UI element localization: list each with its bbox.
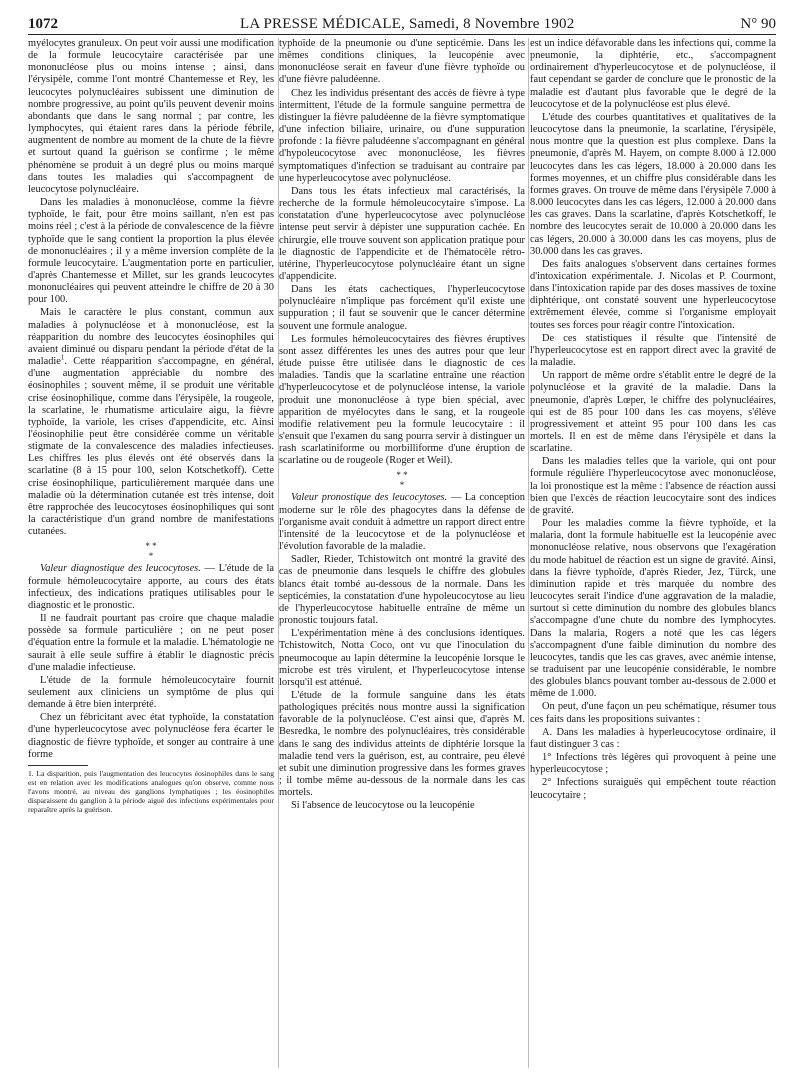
section-title: Valeur pronostique des leucocytoses. xyxy=(291,492,448,504)
paragraph: A. Dans les maladies à hyperleucocytose ordinaire, il faut distinguer 3 cas : xyxy=(530,726,776,750)
section-title: Valeur diagnostique des leucocytoses. xyxy=(40,563,201,575)
paragraph: On peut, d'une façon un peu schématique, résumer tous ces faits dans les propositions suivantes : xyxy=(530,701,776,725)
section-separator: * * * xyxy=(396,470,408,491)
paragraph xyxy=(28,307,274,538)
footnote-rule xyxy=(28,765,88,766)
paragraph: Pour les maladies comme la fièvre typhoïde, et la malaria, dont la formule habituelle est la leucopénie avec mononucléose relative, nous observons que l'exagération du mode habituel de réaction est un signe de gravité. Ainsi, dans la fièvre typhoïde, d'après Rieder, Jez, Türck, une diminution rapide et très marquée du nombre des leucocytes serait l'indice d'une aggravation de la maladie, surtout si cette diminution du nombre des globules blancs s'accompagne d'une chute du nombre des lymphocytes. Dans la malaria, Rogers a noté que les cas légers s'accompagnent d'une faible diminution du nombre des leucocytes, tandis que les cas graves, avec anémie intense, se traduisent par une leucopénie considérable, le nombre des globules blancs pouvant tomber au-dessous de 2.000 et même de 1.000. xyxy=(530,518,776,700)
footnote-marker: 1 xyxy=(60,353,65,362)
paragraph: myélocytes granuleux. On peut voir aussi une modification de la formule leucocytaire caractérisée par une mononucléose plus ou moins intense ; ainsi, dans l'érysipèle, comme l'ont montré Chantemesse et Rey, les leucocytes polynucléaires subissent une diminution de nombre progressive, au point qu'ils peuvent devenir moins abondants que dans le sang normal ; par contre, les lymphocytes, qui étaient rares dans la période fébrile, augmentent de nombre au moment de la chute de la fièvre et surtout quand la guérison se confirme ; le même phénomène se produit à un degré plus ou moins marqué dans toutes les maladies qui s'accompagnent de leucocytose polynucléaire. xyxy=(28,38,274,195)
paragraph-text: — La conception moderne sur le rôle des phagocytes dans la défense de l'organisme avait conduit à admettre un rapport direct entre l'intensité de la leucocytose et de la polynucléose et l'évolution favorable de la maladie. xyxy=(279,492,525,553)
paragraph: typhoïde de la pneumonie ou d'une septicémie. Dans les mêmes conditions cliniques, la leucopénie avec mononucléose serait en faveur d'une fièvre typhoïde ou d'une fièvre paludéenne. xyxy=(279,38,525,86)
text-columns xyxy=(28,38,776,814)
section-paragraph xyxy=(279,492,525,553)
paragraph: Dans les états cachectiques, l'hyperleucocytose polynucléaire n'implique pas forcément qu'il existe une suppuration ; il faut se souvenir que le cancer détermine souvent une formule analogue. xyxy=(279,284,525,332)
paragraph: L'expérimentation mène à des conclusions identiques. Tchistowitch, Notta Coco, ont vu que l'inoculation du pneumocoque au lapin détermine la leucopénie lorsque le microbe est très virulent, et l'hyperleucocytose intense lorsqu'il est atténué. xyxy=(279,628,525,688)
paragraph: est un indice défavorable dans les infections qui, comme la pneumonie, la diphtérie, etc., s'accompagnent ordinairement d'hyperleucocytose et de polynucléose, il faut cependant se garder de conclure que le pronostic de la maladie est d'autant plus favorable que le degré de la leucocytose et de la polynucléose est plus élevé. xyxy=(530,38,776,110)
paragraph: L'étude des courbes quantitatives et qualitatives de la leucocytose dans la pneumonie, la scarlatine, l'érysipèle, nous montre que la question est plus complexe. Dans la pneumonie, d'après M. Hayem, on compte 8.000 à 12.000 leucocytes dans les cas légers, 18.000 à 20.000 dans les formes moyennes, et un chiffre plus considérable dans les formes graves. On trouve de même dans l'érysipèle 7.000 à 8.000 leucocytes dans les cas légers, 12.000 à 20.000 dans les cas graves. Dans la scarlatine, d'après Kotschetkoff, le nombre des leucocytes serait de 10.000 à 20.000 dans les cas légers, 20.000 à 30.000 dans les cas moyens, plus de 30.000 dans les cas graves. xyxy=(530,111,776,257)
paragraph: L'étude de la formule hémoleucocytaire fournit seulement aux cliniciens un symptôme de plus qui demande à être bien interprété. xyxy=(28,674,274,711)
column-2 xyxy=(279,38,525,814)
paragraph: Un rapport de même ordre s'établit entre le degré de la polynucléose et la gravité de la maladie. Dans la pneumonie, d'après Lœper, le chiffre des polynucléaires, qui est de 85 pour 100 dans les cas moyens, s'élève progressivement et atteint 95 pour 100 dans les cas mortels. Il en est de même dans l'érysipèle et dans la scarlatine. xyxy=(530,370,776,455)
paragraph: Dans tous les états infectieux mal caractérisés, la recherche de la formule hémoleucocytaire s'impose. La constatation d'une hyperleucocytose avec polynucléose intense peut servir à dépister une suppuration cachée. En chirurgie, elle trouve souvent son application pratique pour le diagnostic de l'appendicite et de l'hématocèle rétro-utérine, l'hyperleucocytose polynucléaire étant un signe d'appendicite. xyxy=(279,185,525,282)
page-number: 1072 xyxy=(28,16,58,32)
page-header xyxy=(28,10,776,35)
paragraph: Sadler, Rieder, Tchistowitch ont montré la gravité des cas de pneumonie dans lesquels le chiffre des globules blancs était tombé au-dessous de la normale. Dans les septicémies, la constatation d'une hypoleucocytose au lieu de l'hyperleucocytose habituelle entraîne de même un pronostic toujours fatal. xyxy=(279,554,525,627)
journal-title: LA PRESSE MÉDICALE, Samedi, 8 Novembre 1902 xyxy=(240,16,575,32)
footnote: 1. La disparition, puis l'augmentation des leucocytes éosinophiles dans le sang est en relation avec les modifications analogues qu'on observe, comme nous l'avons montré, au niveau des ganglions lymphatiques ; les éosinophiles disparaissent du ganglion à la période aiguë des infections expérimentales pour reparaître après la guérison. xyxy=(28,768,274,814)
section-separator: * * * xyxy=(145,541,157,562)
column-1 xyxy=(28,38,274,814)
paragraph: Si l'absence de leucocytose ou la leucopénie xyxy=(291,800,475,812)
issue-number: N° 90 xyxy=(740,16,776,32)
paragraph-text: Mais le caractère le plus constant, commun aux maladies à polynucléose et à mononucléose, est la réapparition du nombre des leucocytes éosinophiles qui avaient diminué ou disparu pendant la période d'état de la maladie xyxy=(28,307,274,368)
paragraph: Dans les maladies à mononucléose, comme la fièvre typhoïde, le fait, pour être moins saillant, n'en est pas moins réel ; c'est à la période de convalescence de la fièvre typhoïde que le sang contient la proportion la plus élevée de mononucléaires ; il y a même inversion complète de la formule leucocytaire. L'augmentation porte en particulier, d'après Chantemesse et Millet, sur les grands leucocytes mononucléaires qui peuvent atteindre le chiffre de 20 à 30 pour 100. xyxy=(28,197,274,306)
paragraph: Chez un fébricitant avec état typhoïde, la constatation d'une hyperleucocytose avec polynucléose fera écarter le diagnostic de fièvre typhoïde, et songer au contraire à une forme xyxy=(28,712,274,760)
paragraph: Il ne faudrait pourtant pas croire que chaque maladie possède sa formule particulière ; on ne peut poser d'équation entre la formule et la maladie. L'hématologie ne saurait à elle seule suffire à établir le diagnostic précis d'une maladie infectieuse. xyxy=(28,613,274,673)
paragraph: Des faits analogues s'observent dans certaines formes d'intoxication expérimentale. J. Nicolas et P. Courmont, dans l'intoxication rapide par des doses massives de toxine diphtérique, ont constaté souvent une hyperleucocytose extrêmement élevée, comme si l'organisme employait toutes ses forces pour réagir contre l'intoxication. xyxy=(530,258,776,331)
paragraph-text: — L'étude de la formule hémoleucocytaire apporte, au cours des états infectieux, des indications pratiques utilisables pour le diagnostic et le pronostic. xyxy=(28,563,274,611)
paragraph: Chez les individus présentant des accès de fièvre à type intermittent, l'étude de la formule sanguine permettra de distinguer la fièvre paludéenne de la fièvre symptomatique d'une infection biliaire, urinaire, ou d'une suppuration profonde : la fièvre paludéenne s'accompagnant en général d'hypoleucocytose avec mononucléose, les fièvres symptomatiques d'infection se traduisant au contraire par une hyperleucocytose avec polynucléose. xyxy=(279,87,525,184)
paragraph: L'étude de la formule sanguine dans les états pathologiques précités nous montre aussi la signification favorable de la polynucléose. C'est ainsi que, d'après M. Besredka, le nombre des polynucléaires, très considérable dans le sang des individus atteints de diphtérie lorsque la maladie tend vers la guérison, est, au contraire, peu élevé et subit une diminution progressive dans les formes graves ; il tombe même au-dessous de la normale dans les cas mortels. xyxy=(279,689,525,799)
column-3 xyxy=(530,38,776,814)
paragraph: 2° Infections suraiguës qui empêchent toute réaction leucocytaire ; xyxy=(530,777,776,801)
paragraph-text: . Cette réapparition s'accompagne, en général, d'une augmentation appréciable du nombre des éosinophiles ; souvent même, il se produit une véritable crise éosinophilique, comme dans l'érysipèle, la rougeole, la scarlatine, le rhumatisme articulaire aigu, la fièvre typhoïde, la variole, les crises d'appendicite, etc. Ainsi l'éosinophilie peut être considérée comme un véritable stigmate de la convalescence des maladies infectieuses. Les chiffres les plus élevés ont été observés dans la scarlatine (8 à 15 pour 100, selon Kotschetkoff). Cette crise éosinophilique, particulièrement marquée dans une maladie où la détermination cutanée est très intense, doit être rapprochée des leucocytoses éosinophiliques qui sont la caractéristique d'un grand nombre de manifestations cutanées. xyxy=(28,356,274,538)
paragraph: 1° Infections très légères qui provoquent à peine une hyperleucocytose ; xyxy=(530,752,776,776)
paragraph: Dans les maladies telles que la variole, qui ont pour formule régulière l'hyperleucocytose avec mononucléose, la loi pronostique est la même : l'absence de réaction aussi bien que l'excès de réaction leucocytaire sont des indices de gravité. xyxy=(530,456,776,516)
paragraph: De ces statistiques il résulte que l'intensité de l'hyperleucocytose est en rapport direct avec la gravité de la maladie. xyxy=(530,332,776,369)
paragraph: Les formules hémoleucocytaires des fièvres éruptives sont assez différentes les unes des autres pour que leur étude puisse être utilisée dans le diagnostic de ces maladies. Tandis que la scarlatine entraîne une réaction d'hyperleucocytose et de polynucléose intense, la variole produit une mononucléose à type bien spécial, avec apparition de myélocytes dans le sang, et la rougeole modifie relativement peu la formule leucocytaire : il s'ensuit que l'examen du sang pourra servir à distinguer un rash scarlatiniforme ou morbilliforme d'une éruption de scarlatine ou de rougeole (Roger et Weil). xyxy=(279,333,525,467)
newspaper-page xyxy=(28,10,776,1074)
section-paragraph xyxy=(28,563,274,612)
